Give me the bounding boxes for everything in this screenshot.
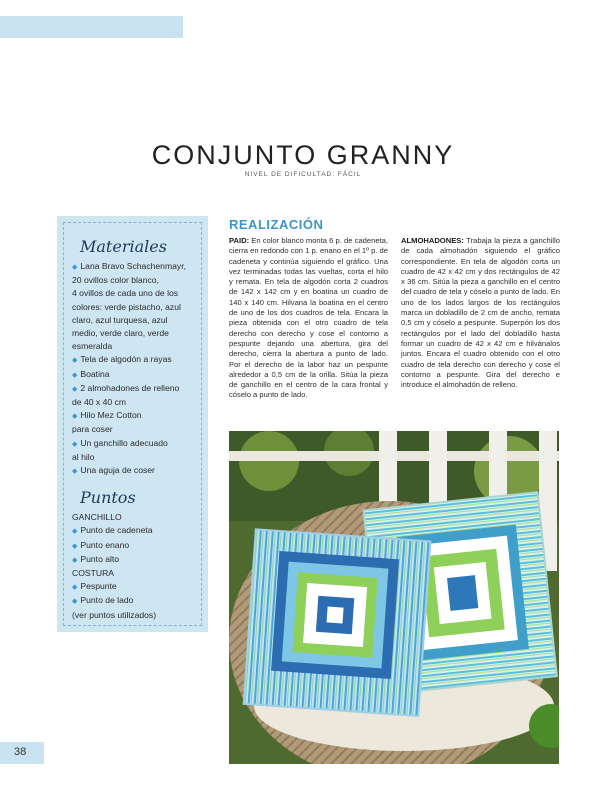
sidebar-line — [72, 553, 193, 567]
sidebar-line-text: Punto de lado — [80, 595, 134, 606]
sidebar-line-text: 20 ovillos color blanco, — [72, 275, 159, 286]
sidebar-line-text: Punto alto — [80, 553, 120, 564]
sidebar-line-text: Boatina — [80, 368, 110, 379]
sidebar-line — [72, 327, 193, 340]
sidebar-line — [72, 409, 193, 423]
sidebar-line-text: para coser — [72, 424, 113, 435]
sidebar-line — [72, 451, 193, 464]
sidebar-line — [72, 609, 193, 622]
sidebar-line — [72, 340, 193, 353]
sidebar-line-text: COSTURA — [72, 568, 115, 579]
cushions-label: ALMOHADONES: — [401, 236, 464, 245]
sidebar-line — [72, 314, 193, 327]
difficulty-level: NIVEL DE DIFICULTAD: FÁCIL — [244, 171, 362, 178]
page-number: 38 — [14, 746, 27, 758]
sidebar-line — [72, 594, 193, 608]
sidebar-line-text: de 40 x 40 cm — [72, 397, 126, 408]
cushions-photo — [229, 431, 559, 764]
sidebar-line-text: Hilo Mez Cotton — [80, 410, 142, 421]
materials-sidebar — [57, 216, 208, 632]
sidebar-line — [72, 287, 193, 300]
sidebar-line-text: 2 almohadones de relleno — [80, 382, 180, 393]
materials-list — [72, 260, 193, 478]
diamond-bullet-icon: ◆ — [72, 371, 78, 379]
sidebar-line-text: Tela de algodón a rayas — [80, 354, 172, 365]
sidebar-line — [72, 274, 193, 287]
page-title: CONJUNTO GRANNY — [151, 140, 455, 170]
sidebar-line — [72, 353, 193, 367]
sidebar-dashed-frame — [63, 222, 202, 626]
sidebar-line-text: claro, azul turquesa, azul — [72, 314, 168, 325]
diamond-bullet-icon: ◆ — [72, 385, 78, 393]
diamond-bullet-icon: ◆ — [72, 584, 78, 592]
sidebar-line-text: Punto de cadeneta — [80, 525, 153, 536]
sidebar-line — [72, 567, 193, 580]
sidebar-line-text: esmeralda — [72, 341, 113, 352]
sidebar-line-text: Punto enano — [80, 539, 130, 550]
sidebar-line — [72, 260, 193, 274]
instructions-heading: REALIZACIÓN — [229, 217, 324, 232]
diamond-bullet-icon: ◆ — [72, 468, 78, 476]
sidebar-line — [72, 382, 193, 396]
sidebar-line-text: 4 ovillos de cada uno de los — [72, 288, 179, 299]
diamond-bullet-icon: ◆ — [72, 556, 78, 564]
sidebar-line — [72, 511, 193, 524]
materials-heading: Materiales — [80, 237, 167, 256]
cushions-text: Trabaja la pieza a ganchillo de cada almohadón siguiendo el gráfico correspondiente. En tela de algodón corta un cuadro de 42 x 42 cm y dos rectángulos de 42 x 36 cm. Sitúa la pieza a ganchillo en el centro del cuadro de tela y cóselo a punto de lado. En uno de los lados largos de los rectángulos marca un dobladillo de 2 cm de ancho, remata 0,5 cm y cóselo a pespunte. Superpón los dos rectángulos por el lado del dobladillo hasta formar un cuadro de 42 x 42 cm e hilvánalos juntos. Encara el cuadro obtenido con el otro cuadro de tela derecho con derecho y cose el contorno a pespunte. Gira del derecho e introduce el almohadón de relleno. — [401, 236, 560, 390]
sidebar-line-text: GANCHILLO — [72, 512, 122, 523]
sidebar-line-text: Lana Bravo Schachenmayr, — [80, 261, 186, 271]
diamond-bullet-icon: ◆ — [72, 528, 78, 536]
sidebar-line-text: Un ganchillo adecuado — [80, 437, 168, 448]
diamond-bullet-icon: ◆ — [72, 542, 78, 550]
sidebar-line — [72, 437, 193, 451]
sidebar-line-text: medio, verde claro, verde — [72, 328, 169, 339]
instructions-column-paid — [229, 236, 388, 401]
stitches-heading: Puntos — [80, 488, 136, 508]
paid-text: En color blanco monta 6 p. de cadeneta, cierra en redondo con 1 p. enano en el 1º p. de cadeneta y continúa siguiendo el gráfico. Una vez terminadas todas las vueltas, corta el hilo y remata. En tela de algodón corta 2 cuadros de 142 x 142 cm y en boatina un cuadro de 140 x 140 cm. Hilvana la boatina en el centro de uno de los dos cuadros de tela. Encara la pieza obtenida con el otro cuadro de tela derecho con derecho y cose el contorno a pespunte dejando una abertura, gira del derecho, cierra la abertura a punto de lado. Por el derecho de la labor haz un pespunte alrededor a 0,5 cm de la orilla. Sitúa la pieza de ganchillo en el centro de la cara frontal y cóselo a punto de lado. — [229, 236, 388, 400]
diamond-bullet-icon: ◆ — [72, 264, 78, 271]
sidebar-line-text: (ver puntos utilizados) — [72, 609, 157, 620]
diamond-bullet-icon: ◆ — [72, 440, 78, 448]
instructions-column-cushions — [401, 236, 560, 390]
sidebar-line — [72, 396, 193, 409]
sidebar-line — [72, 464, 193, 478]
paid-label: PAID: — [229, 236, 250, 245]
sidebar-line-text: Una aguja de coser — [80, 465, 155, 476]
sidebar-line — [72, 423, 193, 436]
sidebar-line — [72, 368, 193, 382]
sidebar-line-text: al hilo — [72, 451, 95, 462]
top-decorative-band — [0, 16, 183, 38]
diamond-bullet-icon: ◆ — [72, 357, 78, 365]
sidebar-line-text: colores: verde pistacho, azul — [72, 301, 181, 312]
sidebar-line — [72, 301, 193, 314]
sidebar-line — [72, 539, 193, 553]
diamond-bullet-icon: ◆ — [72, 598, 78, 606]
sidebar-line-text: Pespunte — [80, 581, 117, 592]
stitches-list — [72, 511, 193, 622]
sidebar-line — [72, 524, 193, 538]
sidebar-line — [72, 580, 193, 594]
diamond-bullet-icon: ◆ — [72, 413, 78, 421]
